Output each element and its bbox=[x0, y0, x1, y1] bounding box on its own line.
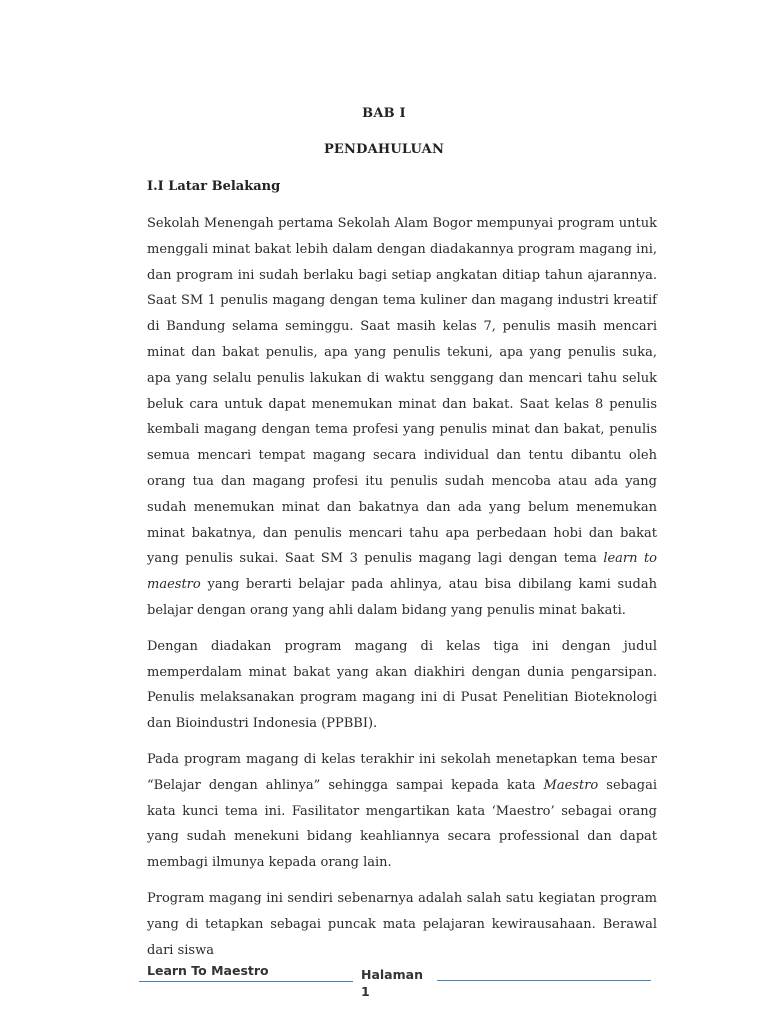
chapter-heading: BAB I bbox=[362, 106, 406, 121]
paragraph-1-text-a: Sekolah Menengah pertama Sekolah Alam Bogor mempunyai program untuk menggali minat bakat lebih dalam dengan diadakannya program magang ini, dan program ini sudah berlaku bagi setiap angkatan ditiap tahun ajarannya. Saat SM 1 penulis magang dengan tema kuliner dan magang industri kreatif di Bandung selama seminggu. Saat masih kelas 7, penulis masih mencari minat dan bakat penulis, apa yang penulis tekuni, apa yang penulis suka, apa yang selalu penulis lakukan di waktu senggang dan mencari tahu seluk beluk cara untuk dapat menemukan minat dan bakat. Saat kelas 8 penulis kembali magang dengan tema profesi yang penulis minat dan bakat, penulis semua mencari tempat magang secara individual dan tentu dibantu oleh orang tua dan magang profesi itu penulis sudah mencoba atau ada yang sudah menemukan minat dan bakatnya dan ada yang belum menemukan minat bakatnya, dan penulis mencari tahu apa perbedaan hobi dan bakat yang penulis sukai. Saat SM 3 penulis magang lagi dengan tema bbox=[147, 216, 657, 567]
footer-rule-left bbox=[139, 981, 353, 982]
footer-title: Learn To Maestro bbox=[147, 963, 269, 978]
body-text bbox=[147, 211, 657, 973]
paragraph-3-text-b: sebagai kata kunci tema ini. Fasilitator mengartikan kata ‘Maestro’ sebagai orang yang sudah menekuni bidang keahliannya secara professional dan dapat membagi ilmunya kepada orang lain. bbox=[147, 777, 657, 871]
paragraph-1-italic: learn to maestro bbox=[147, 551, 657, 593]
paragraph-4: Program magang ini sendiri sebenarnya adalah salah satu kegiatan program yang di tetapkan sebagai puncak mata pelajaran kewirausahaan. Berawal dari siswa bbox=[147, 890, 657, 958]
paragraph-2: Dengan diadakan program magang di kelas tiga ini dengan judul memperdalam minat bakat yang akan diakhiri dengan dunia pengarsipan. Penulis melaksanakan program magang ini di Pusat Penelitian Bioteknologi dan Bioindustri Indonesia (PPBBI). bbox=[147, 638, 657, 732]
paragraph-1-text-b: yang berarti belajar pada ahlinya, atau bisa dibilang kami sudah belajar dengan orang yang ahli dalam bidang yang penulis minat bakati. bbox=[147, 577, 657, 618]
footer-page-label: Halaman bbox=[361, 967, 423, 982]
paragraph-1 bbox=[147, 211, 657, 624]
footer-page-number: 1 bbox=[361, 984, 370, 999]
section-title: I.I Latar Belakang bbox=[147, 179, 281, 194]
paragraph-3 bbox=[147, 747, 657, 876]
chapter-title: PENDAHULUAN bbox=[323, 142, 445, 157]
paragraph-3-text-a: Pada program magang di kelas terakhir ini sekolah menetapkan tema besar “Belajar dengan ahlinya” sehingga sampai kepada kata bbox=[147, 751, 657, 793]
footer-rule-right bbox=[437, 980, 651, 981]
footer-page-indicator bbox=[361, 966, 423, 1000]
paragraph-3-italic: Maestro bbox=[543, 777, 599, 793]
